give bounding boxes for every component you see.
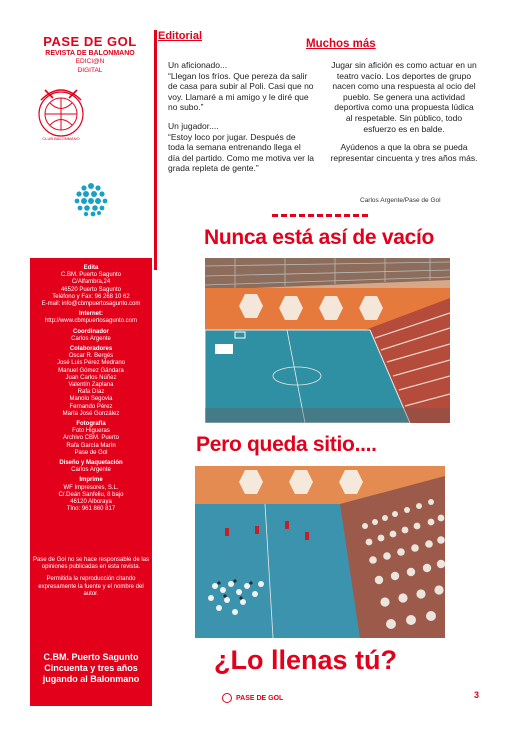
editorial-title: Muchos más	[306, 38, 376, 50]
website-link[interactable]: http://www.cbmpuertosagunto.com	[44, 318, 138, 325]
edita-line: C/Alfambra,24	[71, 279, 111, 286]
editorial-column-left	[168, 60, 314, 182]
email-line: E-mail: info@cbmpuertosagunto.com	[41, 301, 141, 308]
printer-line: C/.Deán Sanfeliu, 8 bajo	[58, 491, 124, 498]
edition-label-2: DIGITAL	[77, 67, 103, 74]
fan-heading: Un aficionado...	[168, 60, 228, 70]
edita-line: Teléfono y Fax: 96 268 10 62	[52, 293, 130, 300]
crowd-arena-photo	[195, 466, 445, 638]
editorial-signature: Carlos Argente/Pase de Gol	[360, 197, 441, 204]
slogan-line: C.BM. Puerto Sagunto	[43, 652, 139, 662]
slogan-line: Cincuenta y tres años	[44, 663, 138, 673]
photographer: Pase de Gol	[74, 449, 108, 456]
vertical-divider	[154, 30, 157, 270]
coordinator-name: Carlos Argente	[71, 335, 111, 342]
designer-name: Carlos Argente	[71, 467, 111, 474]
player-heading: Un jugador....	[168, 120, 219, 131]
collaborator: Oscar R. Bergés	[68, 353, 114, 360]
club-logo	[31, 82, 91, 142]
season-info	[34, 693, 154, 707]
editorial-paragraph: Ayúdenos a que la obra se pueda representar cincuenta y tres años más.	[330, 142, 478, 163]
empty-arena-photo	[205, 258, 450, 423]
editorial-column-right	[330, 60, 478, 171]
player-quote: “Estoy loco por jugar. Después de toda la semana entrenando llega el día del partido. Como me motiva ver la grada repleta de gente.”	[168, 131, 314, 174]
club-slogan	[30, 652, 152, 685]
printer-line: 46120 Alboraya	[70, 499, 112, 506]
edition-label-1: EDICI@N	[75, 58, 105, 65]
collaborator: Valentín Zaplana	[68, 382, 114, 389]
mini-logo-icon	[222, 693, 232, 703]
collaborator: José Luis Pérez Medrano	[56, 360, 126, 367]
section-divider	[272, 214, 368, 218]
slogan-line: jugando al Balonmano	[42, 674, 140, 684]
season-label: Temporada 2003-2004	[34, 693, 105, 700]
edita-line: 46520 Puerto Sagunto	[60, 286, 122, 293]
collaborator: María José González	[62, 410, 120, 417]
magazine-title: PASE DE GOL	[43, 34, 137, 49]
masthead	[28, 34, 152, 75]
editorial-paragraph: Jugar sin afición es como actuar en un teatro vacío. Los deportes de grupo nacen como una respuesta al ocio del pueblo. Se genera una actividad deportiva como una propuesta lúdica al respetable. Sin público, todo esfuerzo es en balde.	[331, 60, 477, 134]
collaborators-heading: Colaboradores	[69, 346, 113, 353]
footer-brand-text: PASE DE GOL	[236, 694, 284, 702]
photographer: Archivo CBM. Puerto	[62, 435, 120, 442]
footer-brand	[222, 693, 283, 703]
reproduction-notice: Permitida la reproducción citando expresamente la fuente y el nombre del autor.	[38, 576, 144, 597]
photographer: Foto Higueras	[72, 428, 110, 435]
page-number: 3	[474, 690, 480, 700]
printer-line: Tlno: 961 860 817	[66, 506, 116, 513]
internet-heading: Internet:	[79, 311, 103, 318]
magazine-subtitle: REVISTA DE BALONMANO	[45, 50, 135, 57]
collaborator: Manolo Segovia	[69, 396, 113, 403]
headline-space: Pero queda sitio....	[196, 433, 377, 456]
credits-text	[30, 262, 152, 514]
printer-line: WF Impresores, S.L.	[63, 484, 119, 491]
club-logo-text: CLUB BALONMANO	[42, 136, 80, 141]
ball-icon	[72, 180, 110, 218]
collaborator: Fernando Pérez	[69, 403, 113, 410]
disclaimer: Pase de Gol no se hace responsable de las opiniones publicadas en esta revista.	[32, 557, 150, 571]
collaborator: Juan Carlos Núñez	[65, 374, 117, 381]
design-heading: Diseño y Maquetación	[59, 460, 123, 467]
photography-heading: Fotografía	[76, 421, 106, 428]
fan-quote: “Llegan los fríos. Que pereza da salir de casa para subir al Poli. Casi que no voy. Llamaré a mi amigo y le diré que no subo.”	[168, 70, 314, 113]
collaborator: Manuel Gómez Gándara	[58, 367, 124, 374]
photographer: Rafa García Marín	[66, 442, 116, 449]
headline-empty: Nunca está así de vacío	[204, 226, 435, 249]
issue-number: N º 6	[34, 693, 133, 707]
printer-heading: Imprime	[79, 477, 103, 484]
edita-heading: Edita	[83, 265, 99, 271]
legal-notice	[32, 557, 150, 598]
collaborator: Rafa Díaz	[77, 389, 105, 396]
edita-line: C.BM. Puerto Sagunto	[60, 272, 122, 279]
headline-question: ¿Lo llenas tú?	[214, 645, 398, 675]
coordinator-heading: Coordinador	[73, 328, 109, 335]
editorial-tag: Editorial	[158, 30, 203, 42]
